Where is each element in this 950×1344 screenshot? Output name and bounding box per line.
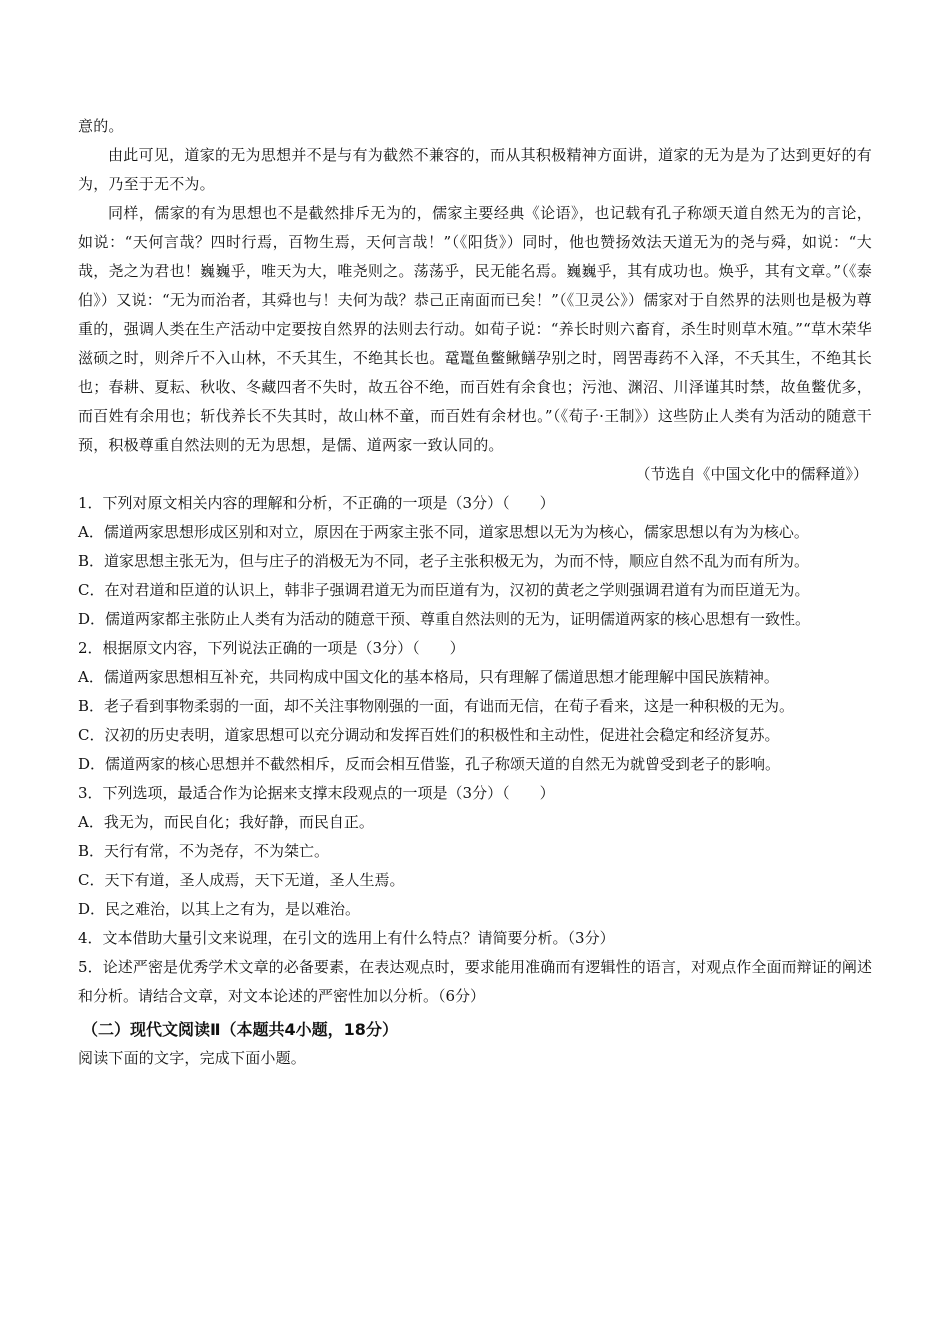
document-page — [78, 112, 872, 1073]
passage-source: （节选自《中国文化中的儒释道》） — [635, 465, 868, 483]
option-d: D．民之难治，以其上之有为，是以难治。 — [78, 900, 361, 918]
option-c: C．汉初的历史表明，道家思想可以充分调动和发挥百姓们的积极性和主动性，促进社会稳定和经济复苏。 — [78, 726, 780, 744]
question-stem: 5．论述严密是优秀学术文章的必备要素，在表达观点时，要求能用准确而有逻辑性的语言，对观点作全面而辩证的阐述和分析。请结合文章，对文本论述的严密性加以分析。（6分） — [78, 958, 872, 1005]
passage-paragraph-2: 同样，儒家的有为思想也不是截然排斥无为的，儒家主要经典《论语》，也记载有孔子称颂天道自然无为的言论，如说：“天何言哉？四时行焉，百物生焉，天何言哉！”（《阳货》）同时，他也赞扬效法天道无为的尧与舜，如说：“大哉，尧之为君也！巍巍乎，唯天为大，唯尧则之。荡荡乎，民无能名焉。巍巍乎，其有成功也。焕乎，其有文章。”（《泰伯》）又说：“无为而治者，其舜也与！夫何为哉？恭己正南面而已矣！”（《卫灵公》）儒家对于自然界的法则也是极为尊重的，强调人类在生产活动中定要按自然界的法则去行动。如荀子说：“养长时则六畜育，杀生时则草木殖。”“草木荣华滋硕之时，则斧斤不入山林，不夭其生，不绝其长也。鼋鼍鱼鳖鳅鳝孕别之时，罔罟毒药不入泽，不夭其生，不绝其长也；春耕、夏耘、秋收、冬藏四者不失时，故五谷不绝，而百姓有余食也；污池、渊沼、川泽谨其时禁，故鱼鳖优多，而百姓有余用也；斩伐养长不失其时，故山林不童，而百姓有余材也。”（《荀子·王制》）这些防止人类有为活动的随意干预，积极尊重自然法则的无为思想，是儒、道两家一致认同的。 — [78, 204, 872, 454]
question-3 — [78, 779, 872, 924]
option-d: D．儒道两家的核心思想并不截然相斥，反而会相互借鉴，孔子称颂天道的自然无为就曾受到老子的影响。 — [78, 755, 781, 773]
option-c: C．天下有道，圣人成焉，天下无道，圣人生焉。 — [78, 871, 405, 889]
question-stem: 1．下列对原文相关内容的理解和分析，不正确的一项是（3分）（ ） — [78, 494, 555, 512]
question-4 — [78, 924, 872, 953]
option-d: D．儒道两家都主张防止人类有为活动的随意干预、尊重自然法则的无为，证明儒道两家的核心思想有一致性。 — [78, 610, 811, 628]
section-instruction: 阅读下面的文字，完成下面小题。 — [78, 1049, 307, 1067]
passage-paragraph-0: 意的。 — [78, 117, 124, 135]
question-stem: 4．文本借助大量引文来说理，在引文的选用上有什么特点？请简要分析。（3分） — [78, 929, 615, 947]
question-stem: 2．根据原文内容，下列说法正确的一项是（3分）（ ） — [78, 639, 465, 657]
question-1 — [78, 489, 872, 634]
option-c: C．在对君道和臣道的认识上，韩非子强调君道无为而臣道有为，汉初的黄老之学则强调君道有为而臣道无为。 — [78, 581, 810, 599]
question-2 — [78, 634, 872, 779]
option-a: A．儒道两家思想相互补充，共同构成中国文化的基本格局，只有理解了儒道思想才能理解中国民族精神。 — [78, 668, 779, 686]
question-5 — [78, 953, 872, 1011]
option-a: A．儒道两家思想形成区别和对立，原因在于两家主张不同，道家思想以无为为核心，儒家思想以有为为核心。 — [78, 523, 809, 541]
option-b: B．道家思想主张无为，但与庄子的消极无为不同，老子主张积极无为，为而不恃，顺应自然不乱为而有所为。 — [78, 552, 810, 570]
question-stem: 3．下列选项，最适合作为论据来支撑末段观点的一项是（3分）（ ） — [78, 784, 555, 802]
option-b: B．老子看到事物柔弱的一面，却不关注事物刚强的一面，有诎而无信，在荀子看来，这是一种积极的无为。 — [78, 697, 795, 715]
section-title: （二）现代文阅读Ⅱ（本题共4小题，18分） — [82, 1020, 398, 1039]
option-a: A．我无为，而民自化；我好静，而民自正。 — [78, 813, 374, 831]
passage-paragraph-1: 由此可见，道家的无为思想并不是与有为截然不兼容的，而从其积极精神方面讲，道家的无为是为了达到更好的有为，乃至于无不为。 — [78, 146, 872, 193]
option-b: B．天行有常，不为尧存，不为桀亡。 — [78, 842, 330, 860]
